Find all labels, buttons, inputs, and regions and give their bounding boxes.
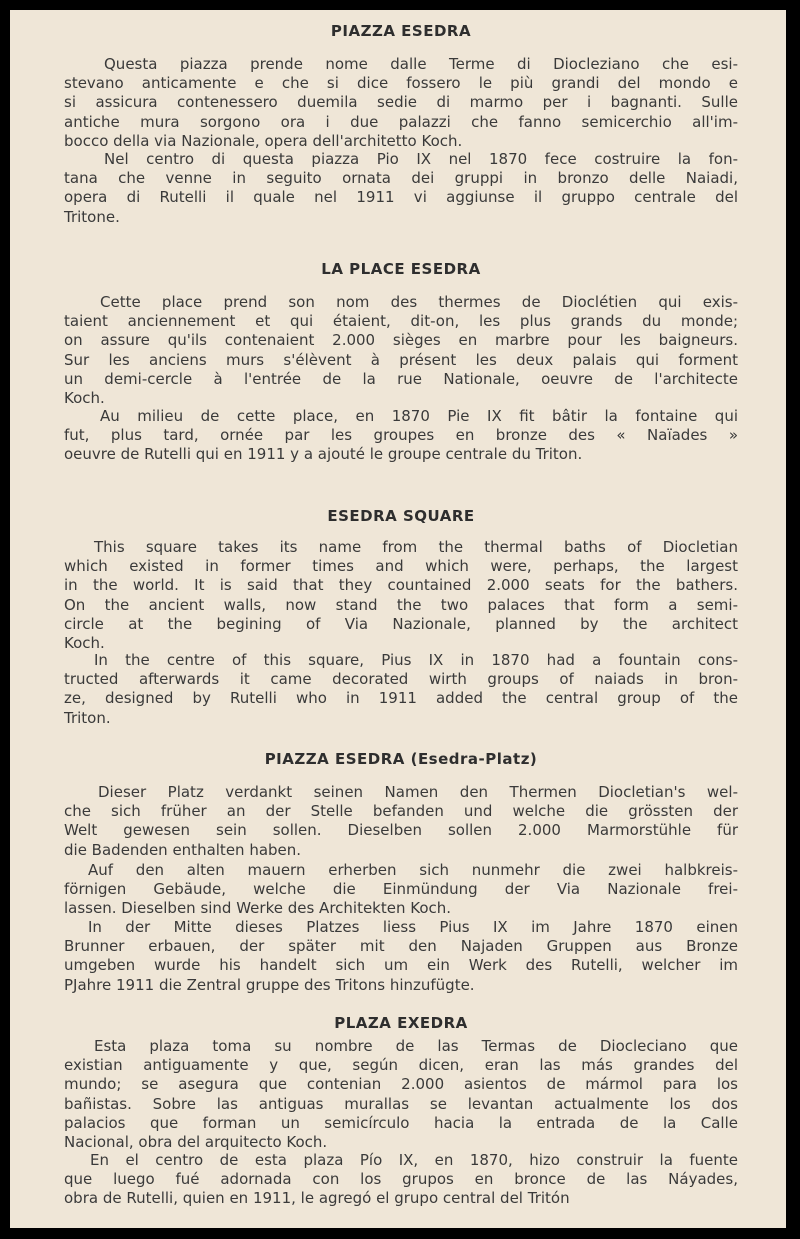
text-line: mundo; se asegura que contenian 2.000 asientos de mármol para los (64, 1075, 738, 1094)
text-line: lassen. Dieselben sind Werke des Architekten Koch. (64, 899, 452, 918)
text-line: Nel centro di questa piazza Pio IX nel 1870 fece costruire la fon- (104, 150, 738, 168)
text-line: taient anciennement et qui étaient, dit-on, les plus grands du monde; (64, 312, 738, 331)
text-line: Nacional, obra del arquitecto Koch. (64, 1133, 328, 1152)
text-line: Dieser Platz verdankt seinen Namen den Thermen Diocletian's wel- (98, 783, 738, 801)
text-line: palacios que forman un semicírculo hacia la entrada de la Calle (64, 1113, 738, 1132)
text-line: Koch. (64, 634, 105, 653)
section-3-paragraph-2 (64, 651, 738, 728)
text-line: This square takes its name from the thermal baths of Diocletian (94, 538, 738, 556)
text-line: opera di Rutelli il quale nel 1911 vi aggiunse il gruppo centrale del (64, 188, 738, 207)
text-line: stevano anticamente e che si dice fossero le più grandi del mondo e (64, 74, 738, 93)
postcard-back (10, 10, 786, 1228)
text-line: On the ancient walls, now stand the two palaces that form a semi- (64, 595, 738, 614)
text-line: Cette place prend son nom des thermes de Dioclétien qui exis- (100, 293, 738, 311)
text-line: umgeben wurde his handelt sich um ein Werk des Rutelli, welcher im (64, 956, 738, 975)
section-5-paragraph-1 (64, 1037, 738, 1152)
text-line: Brunner erbauen, der später mit den Najaden Gruppen aus Bronze (64, 937, 738, 956)
text-line: oeuvre de Rutelli qui en 1911 y a ajouté le groupe centrale du Triton. (64, 445, 583, 464)
text-line: die Badenden enthalten haben. (64, 840, 302, 859)
text-line: förnigen Gebäude, welche die Einmündung der Via Nazionale frei- (64, 880, 738, 899)
text-line: Questa piazza prende nome dalle Terme di Diocleziano che esi- (104, 55, 738, 73)
text-line: PJahre 1911 die Zentral gruppe des Tritons hinzufügte. (64, 975, 475, 994)
section-heading-plaza-exedra: PLAZA EXEDRA (334, 1014, 468, 1032)
section-1-paragraph-2 (64, 150, 738, 227)
section-heading-piazza-esedra-esedra-platz: PIAZZA ESEDRA (Esedra-Platz) (264, 750, 538, 768)
text-line: Esta plaza toma su nombre de las Termas de Diocleciano que (94, 1037, 738, 1055)
section-1-paragraph-1 (64, 55, 738, 151)
section-2-paragraph-1 (64, 293, 738, 408)
section-2-paragraph-2 (64, 407, 738, 465)
text-line: fut, plus tard, ornée par les groupes en bronze des « Naïades » (64, 426, 738, 445)
section-4-paragraph-3 (64, 918, 738, 995)
text-line: Sur les anciens murs s'élèvent à présent les deux palais qui forment (64, 350, 738, 369)
section-5-paragraph-2 (64, 1151, 738, 1209)
text-line: bañistas. Sobre las antiguas murallas se levantan actualmente los dos (64, 1094, 738, 1113)
text-line: existian antiguamente y que, según dicen, eran las más grandes del (64, 1056, 738, 1075)
text-line: which existed in former times and which were, perhaps, the largest (64, 557, 738, 576)
text-line: on assure qu'ils contenaient 2.000 sièges en marbre pour les baigneurs. (64, 331, 738, 350)
text-line: Welt gewesen sein sollen. Dieselben sollen 2.000 Marmorstühle für (64, 821, 738, 840)
text-line: In der Mitte dieses Platzes liess Pius IX im Jahre 1870 einen (88, 918, 738, 936)
text-line: bocco della via Nazionale, opera dell'architetto Koch. (64, 131, 463, 150)
text-line: tructed afterwards it came decorated wirth groups of naiads in bron- (64, 670, 738, 689)
text-line: antiche mura sorgono ora i due palazzi che fanno semicerchio all'im- (64, 112, 738, 131)
text-line: obra de Rutelli, quien en 1911, le agregó el grupo central del Tritón (64, 1189, 570, 1208)
text-line: Tritone. (64, 207, 120, 226)
section-3-paragraph-1 (64, 538, 738, 653)
text-line: circle at the begining of Via Nazionale, planned by the architect (64, 614, 738, 633)
section-heading-la-place-esedra: LA PLACE ESEDRA (321, 260, 481, 278)
text-line: Koch. (64, 389, 105, 408)
text-line: In the centre of this square, Pius IX in 1870 had a fountain cons- (94, 651, 738, 669)
section-4-paragraph-1 (64, 783, 738, 860)
text-line: Triton. (64, 708, 111, 727)
section-heading-piazza-esedra: PIAZZA ESEDRA (330, 22, 472, 40)
text-line: Au milieu de cette place, en 1870 Pie IX fit bâtir la fontaine qui (100, 407, 738, 425)
text-line: un demi-cercle à l'entrée de la rue Nationale, oeuvre de l'architecte (64, 369, 738, 388)
text-line: Auf den alten mauern erherben sich nunmehr die zwei halbkreis- (88, 861, 738, 879)
text-line: ze, designed by Rutelli who in 1911 added the central group of the (64, 689, 738, 708)
section-heading-esedra-square: ESEDRA SQUARE (327, 507, 475, 525)
text-line: si assicura contenessero duemila sedie di marmo per i bagnanti. Sulle (64, 93, 738, 112)
text-line: che sich früher an der Stelle befanden und welche die grössten der (64, 802, 738, 821)
text-line: tana che venne in seguito ornata dei gruppi in bronzo delle Naiadi, (64, 169, 738, 188)
section-4-paragraph-2 (64, 861, 738, 919)
text-line: que luego fué adornada con los grupos en bronce de las Náyades, (64, 1170, 738, 1189)
text-line: En el centro de esta plaza Pío IX, en 1870, hizo construir la fuente (90, 1151, 738, 1169)
text-line: in the world. It is said that they countained 2.000 seats for the bathers. (64, 576, 738, 595)
